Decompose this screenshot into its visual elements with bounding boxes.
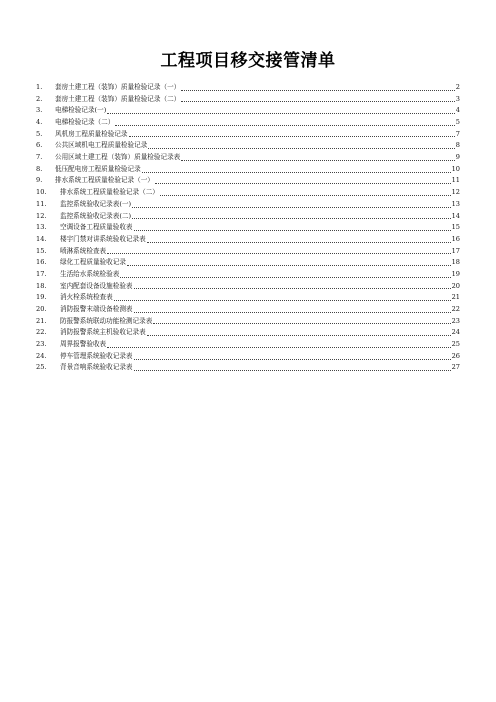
toc-dot-leader	[114, 300, 451, 301]
toc-entry-page: 27	[451, 363, 460, 372]
toc-entry[interactable]	[36, 117, 460, 129]
toc-entry-number: 9.	[36, 176, 43, 185]
toc-entry[interactable]	[36, 304, 460, 316]
toc-dot-leader	[142, 172, 451, 173]
toc-entry-title: 生活给水系统检验表	[60, 269, 120, 278]
toc-entry[interactable]	[36, 211, 460, 223]
toc-entry-title: 风机房工程质量检验记录	[55, 129, 128, 138]
toc-dot-leader	[181, 90, 455, 91]
toc-entry-number: 10.	[36, 188, 47, 197]
toc-dot-leader	[160, 195, 451, 196]
toc-entry-title: 套房土建工程（装饰）质量检验记录（二）	[55, 94, 181, 103]
toc-entry[interactable]	[36, 281, 460, 293]
toc-dot-leader	[147, 335, 451, 336]
toc-entry[interactable]	[36, 351, 460, 363]
toc-entry-number: 3.	[36, 106, 43, 115]
toc-entry-number: 15.	[36, 246, 47, 255]
toc-dot-leader	[107, 347, 450, 348]
toc-entry-page: 21	[451, 293, 460, 302]
toc-entry-title: 监控系统验收记录表(二)	[60, 211, 132, 220]
toc-entry-title: 排水系统工程质量检验记录（一）	[55, 176, 154, 185]
toc-dot-leader	[132, 218, 451, 219]
toc-entry-page: 19	[451, 269, 460, 278]
toc-entry-title: 消防报警末端设备检测表	[60, 305, 133, 314]
toc-entry-number: 2.	[36, 94, 43, 103]
toc-entry[interactable]	[36, 363, 460, 375]
toc-dot-leader	[153, 323, 450, 324]
toc-entry-page: 20	[451, 281, 460, 290]
toc-entry-number: 6.	[36, 141, 43, 150]
toc-dot-leader	[148, 148, 454, 149]
toc-dot-leader	[147, 242, 451, 243]
toc-entry-number: 5.	[36, 129, 43, 138]
toc-entry[interactable]	[36, 269, 460, 281]
toc-entry-page: 17	[451, 246, 460, 255]
toc-entry-title: 套房土建工程（装饰）质量检验记录（一）	[55, 82, 181, 91]
toc-dot-leader	[134, 288, 451, 289]
toc-entry[interactable]	[36, 82, 460, 94]
toc-dot-leader	[181, 160, 455, 161]
toc-entry-title: 排水系统工程质量检验记录（二）	[60, 188, 159, 197]
toc-entry[interactable]	[36, 199, 460, 211]
toc-entry-page: 18	[451, 258, 460, 267]
toc-dot-leader	[134, 312, 451, 313]
toc-entry-number: 1.	[36, 82, 43, 91]
toc-entry[interactable]	[36, 140, 460, 152]
toc-entry[interactable]	[36, 327, 460, 339]
toc-entry-title: 空调设备工程质量验收表	[60, 223, 133, 232]
toc-dot-leader	[120, 277, 450, 278]
toc-entry-title: 消火栓系统检查表	[60, 293, 113, 302]
toc-entry-number: 24.	[36, 351, 47, 360]
toc-entry-title: 周界报警验收表	[60, 340, 107, 349]
toc-entry-number: 13.	[36, 223, 47, 232]
toc-entry[interactable]	[36, 257, 460, 269]
toc-entry-number: 14.	[36, 234, 47, 243]
toc-entry-title: 消防报警系统主机验收记录表	[60, 328, 146, 337]
page-title: 工程项目移交接管清单	[160, 51, 336, 71]
toc-entry-number: 17.	[36, 269, 47, 278]
toc-entry-title: 楼宇门禁对讲系统验收记录表	[60, 234, 146, 243]
toc-dot-leader	[129, 136, 455, 137]
toc-dot-leader	[155, 183, 451, 184]
toc-entry-title: 防报警系统联动功能检测记录表	[60, 316, 153, 325]
toc-entry-page: 5	[455, 118, 460, 127]
toc-dot-leader	[134, 230, 451, 231]
toc-entry-page: 26	[451, 351, 460, 360]
toc-entry-page: 22	[451, 305, 460, 314]
toc-entry-number: 11.	[36, 199, 47, 208]
toc-entry[interactable]	[36, 292, 460, 304]
toc-entry-number: 25.	[36, 363, 47, 372]
toc-dot-leader	[127, 265, 451, 266]
toc-entry-title: 室内配套设备设施检验表	[60, 281, 133, 290]
toc-entry-title: 公用区域土建工程（装饰）质量检验记录表	[55, 153, 181, 162]
toc-entry-number: 20.	[36, 305, 47, 314]
toc-entry-title: 公共区域机电工程质量检验记录	[55, 141, 148, 150]
toc-entry-page: 8	[455, 141, 460, 150]
toc-entry[interactable]	[36, 94, 460, 106]
toc-entry-page: 24	[451, 328, 460, 337]
toc-entry-page: 15	[451, 223, 460, 232]
toc-entry[interactable]	[36, 164, 460, 176]
toc-entry-title: 绿化工程质量验收记录	[60, 258, 126, 267]
toc-entry-number: 23.	[36, 340, 47, 349]
toc-entry-title: 电梯检验记录(一)	[55, 106, 107, 115]
toc-entry-number: 8.	[36, 164, 43, 173]
toc-entry-number: 4.	[36, 118, 43, 127]
toc-entry-page: 14	[451, 211, 460, 220]
toc-entry-page: 9	[455, 153, 460, 162]
toc-entry-title: 电梯检验记录（二）	[55, 118, 115, 127]
toc-entry-title: 背景音响系统验收记录表	[60, 363, 133, 372]
toc-entry-title: 低压配电房工程质量检验记录	[55, 164, 141, 173]
toc-entry-number: 16.	[36, 258, 47, 267]
table-of-contents	[36, 82, 460, 374]
toc-entry[interactable]	[36, 176, 460, 188]
toc-entry-number: 18.	[36, 281, 47, 290]
toc-dot-leader	[132, 207, 451, 208]
toc-dot-leader	[107, 253, 450, 254]
toc-entry-number: 19.	[36, 293, 47, 302]
toc-entry[interactable]	[36, 222, 460, 234]
toc-dot-leader	[115, 125, 454, 126]
toc-entry-page: 16	[451, 234, 460, 243]
toc-entry-page: 7	[455, 129, 460, 138]
toc-entry-number: 7.	[36, 153, 43, 162]
toc-entry-page: 23	[451, 316, 460, 325]
toc-entry-page: 25	[451, 340, 460, 349]
toc-entry[interactable]	[36, 234, 460, 246]
toc-entry-title: 喷淋系统检查表	[60, 246, 107, 255]
toc-entry[interactable]	[36, 129, 460, 141]
toc-dot-leader	[134, 359, 451, 360]
toc-entry[interactable]	[36, 339, 460, 351]
toc-dot-leader	[107, 113, 454, 114]
toc-entry-page: 2	[455, 82, 460, 91]
toc-entry[interactable]	[36, 246, 460, 258]
toc-entry-title: 监控系统验收记录表(一)	[60, 199, 132, 208]
toc-entry[interactable]	[36, 105, 460, 117]
toc-entry-title: 停车管理系统验收记录表	[60, 351, 133, 360]
toc-entry[interactable]	[36, 316, 460, 328]
toc-dot-leader	[181, 101, 455, 102]
toc-entry-number: 12.	[36, 211, 47, 220]
toc-entry-page: 4	[455, 106, 460, 115]
toc-entry-page: 12	[451, 188, 460, 197]
toc-entry-page: 3	[455, 94, 460, 103]
toc-entry-page: 10	[451, 164, 460, 173]
toc-entry-number: 21.	[36, 316, 47, 325]
toc-dot-leader	[134, 370, 451, 371]
toc-entry-page: 13	[451, 199, 460, 208]
toc-entry-page: 11	[451, 176, 460, 185]
toc-entry[interactable]	[36, 187, 460, 199]
toc-entry[interactable]	[36, 152, 460, 164]
toc-entry-number: 22.	[36, 328, 47, 337]
